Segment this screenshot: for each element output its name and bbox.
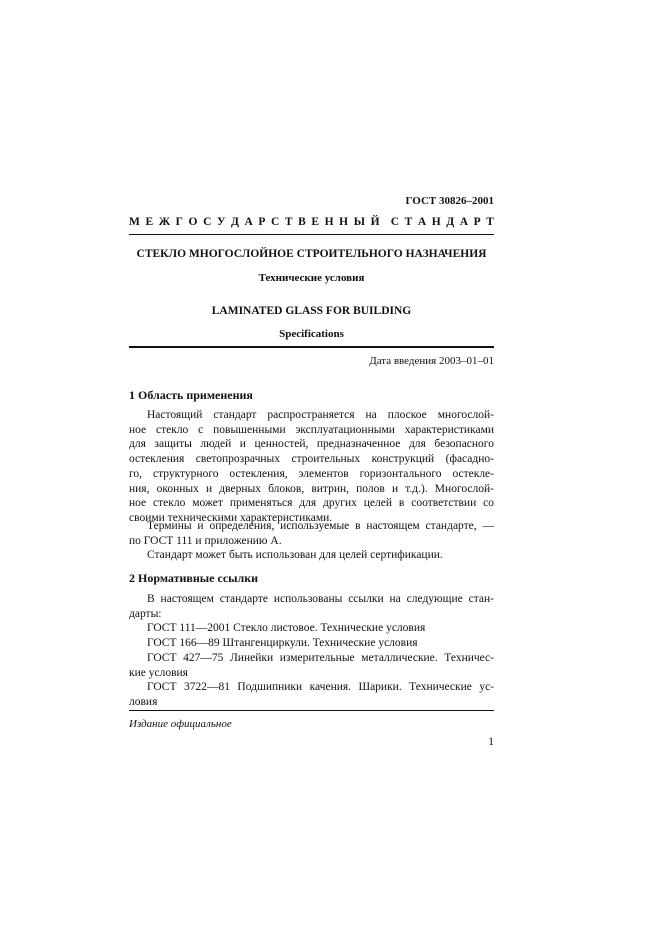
title-russian: СТЕКЛО МНОГОСЛОЙНОЕ СТРОИТЕЛЬНОГО НАЗНАЧЕНИЯ bbox=[136, 248, 487, 260]
banner-letter: Т bbox=[404, 216, 413, 228]
banner-letter: Е bbox=[145, 216, 154, 228]
banner-letter: Н bbox=[339, 216, 349, 228]
text-line: В настоящем стандарте использованы ссылки на следующие стан- bbox=[147, 593, 494, 605]
page-number: 1 bbox=[488, 736, 494, 748]
banner-letter: У bbox=[216, 216, 226, 228]
banner-letter: Е bbox=[311, 216, 320, 228]
banner-letter: Г bbox=[175, 216, 183, 228]
text-line: остекления светопрозрачных строительных конструкций (фасадно- bbox=[129, 453, 494, 466]
text-line: Термины и определения, используемые в настоящем стандарте, — bbox=[147, 520, 494, 532]
banner-letter: Т bbox=[284, 216, 293, 228]
subtitle-russian: Технические условия bbox=[258, 272, 365, 284]
text-line: дарты: bbox=[129, 607, 162, 620]
section-1-paragraph-3 bbox=[129, 548, 494, 563]
top-rule bbox=[129, 234, 494, 235]
reference-line: ГОСТ 166—89 Штангенциркули. Технические условия bbox=[147, 637, 418, 650]
interstate-standard-banner bbox=[129, 216, 494, 228]
banner-letter: Н bbox=[324, 216, 334, 228]
banner-letter: Ж bbox=[158, 216, 171, 228]
banner-letter: Ы bbox=[353, 216, 365, 228]
text-line: Стандарт может быть использован для целей сертификации. bbox=[147, 549, 443, 561]
banner-letter: М bbox=[129, 216, 140, 228]
banner-letter: А bbox=[417, 216, 427, 228]
banner-letter: А bbox=[459, 216, 469, 228]
title-rule bbox=[129, 346, 494, 348]
banner-letter: Р bbox=[473, 216, 481, 228]
banner-letter: Й bbox=[370, 216, 380, 228]
banner-letter: С bbox=[271, 216, 280, 228]
text-line: по ГОСТ 111 и приложению А. bbox=[129, 534, 282, 547]
subtitle-english: Specifications bbox=[279, 328, 344, 340]
title-english: LAMINATED GLASS FOR BUILDING bbox=[211, 305, 412, 317]
section-1-paragraph-2 bbox=[129, 519, 494, 548]
text-line: ния, оконных и дверных блоков, витрин, полов и т.д.). Многослой- bbox=[129, 482, 494, 495]
reference-line: ГОСТ 111—2001 Стекло листовое. Технические условия bbox=[147, 622, 426, 635]
reference-line: ГОСТ 3722—81 Подшипники качения. Шарики. Технические ус- bbox=[147, 681, 494, 694]
gost-number: ГОСТ 30826–2001 bbox=[405, 195, 494, 207]
section-2-body bbox=[129, 592, 494, 710]
banner-letter: А bbox=[244, 216, 253, 228]
text-line: го, структурного остекления, элементов горизонтального остекле- bbox=[129, 467, 494, 480]
banner-letter: С bbox=[203, 216, 212, 228]
edition-note: Издание официальное bbox=[129, 718, 232, 730]
effective-date: Дата введения 2003–01–01 bbox=[369, 355, 494, 367]
banner-letter: Т bbox=[486, 216, 494, 228]
banner-letter: Н bbox=[431, 216, 441, 228]
text-line: для защиты людей и ценностей, предназначенное для безопасного bbox=[129, 438, 494, 451]
banner-letter: Р bbox=[258, 216, 266, 228]
banner-letter: О bbox=[188, 216, 198, 228]
section-1-heading: 1 Область применения bbox=[129, 388, 253, 402]
text-line: ное стекло может применяться для других целей в соответствии со bbox=[129, 497, 494, 510]
reference-line: кие условия bbox=[129, 666, 188, 679]
reference-line: ловия bbox=[129, 695, 158, 708]
banner-letter: С bbox=[390, 216, 399, 228]
text-line: ное стекло с повышенными эксплуатационными характеристиками bbox=[129, 423, 494, 436]
banner-letter: Д bbox=[446, 216, 455, 228]
reference-line: ГОСТ 427—75 Линейки измерительные металлические. Техничес- bbox=[147, 651, 494, 664]
section-2-heading: 2 Нормативные ссылки bbox=[129, 571, 259, 585]
banner-letter: В bbox=[298, 216, 306, 228]
banner-letter: Д bbox=[231, 216, 239, 228]
text-line: своими техническими характеристиками. bbox=[129, 511, 333, 524]
section-1-paragraph-1 bbox=[129, 408, 494, 526]
text-line: Настоящий стандарт распространяется на плоское многослой- bbox=[147, 409, 494, 421]
footer-rule bbox=[129, 710, 494, 711]
